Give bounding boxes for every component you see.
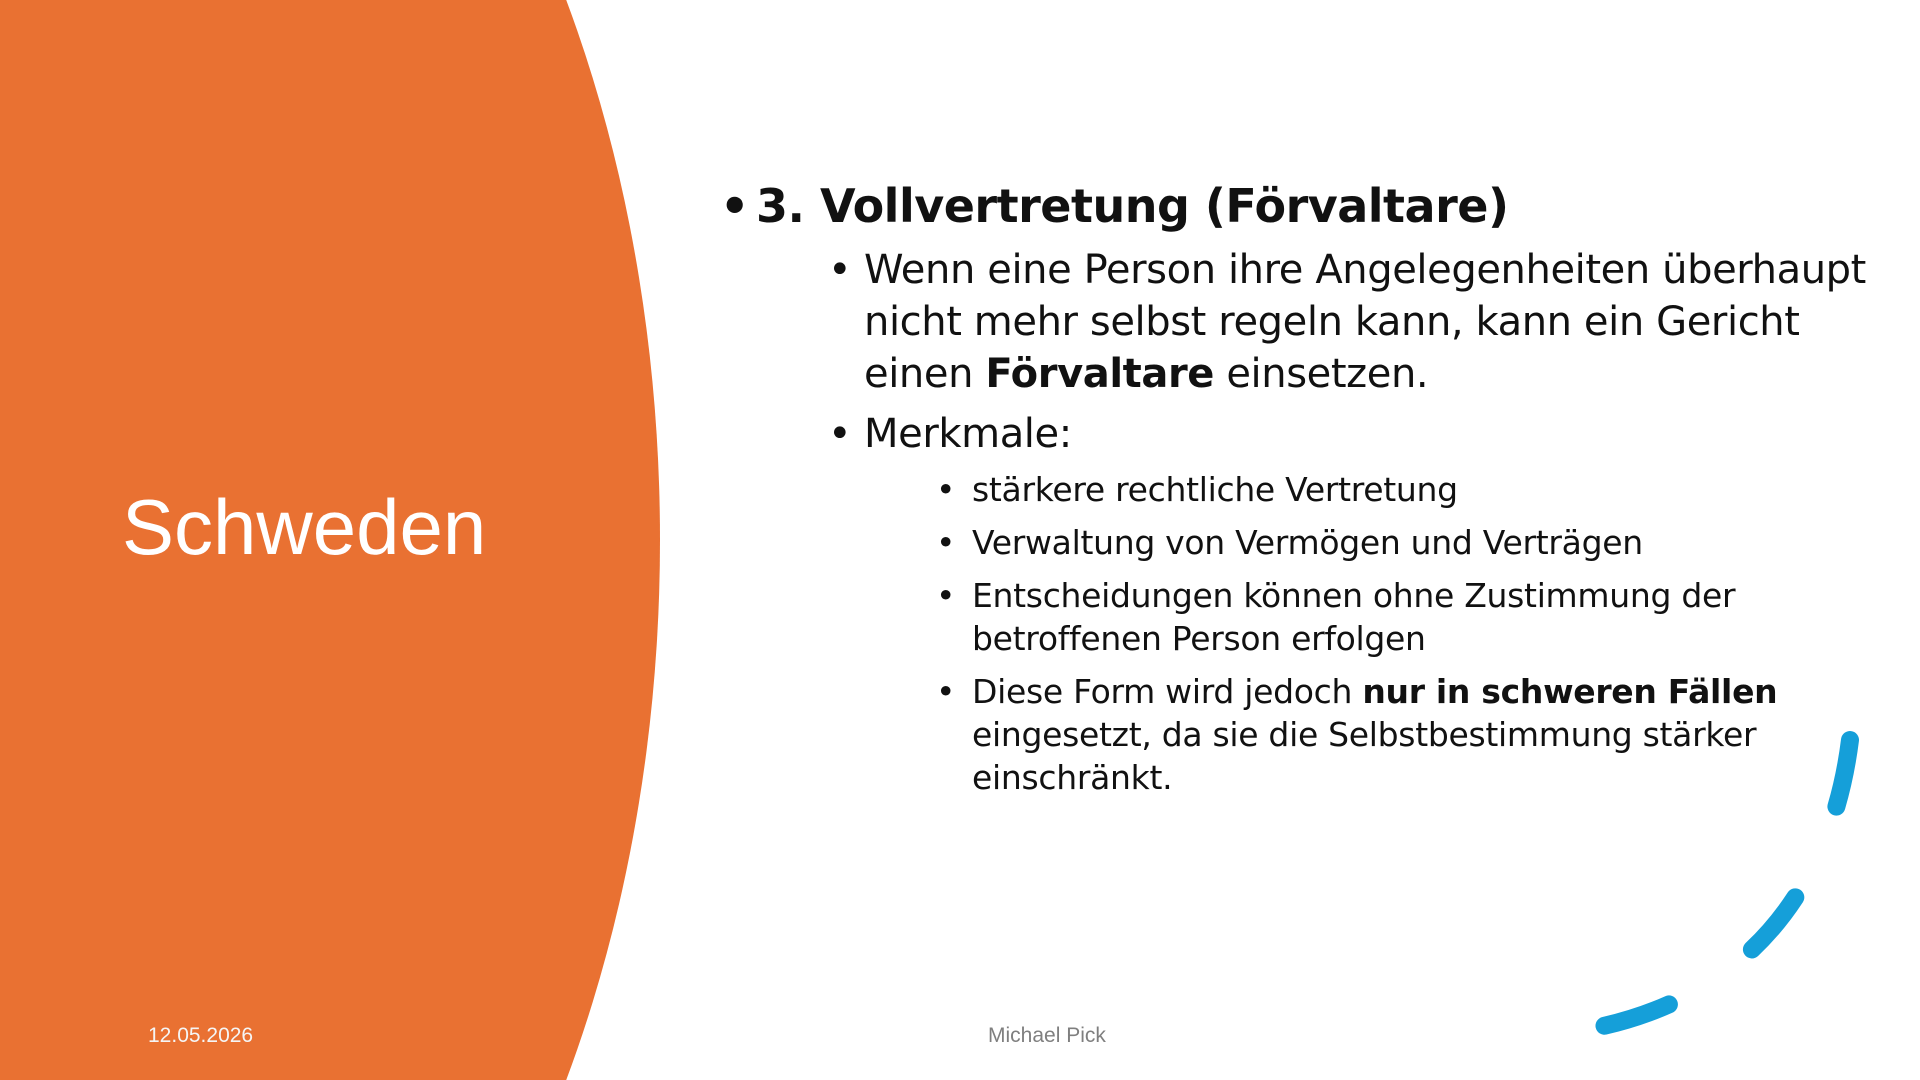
footer-author: Michael Pick [988,1024,1106,1047]
list-item-text: stärkere rechtliche Vertretung [972,470,1458,509]
bullet-icon: • [936,523,956,562]
bullet-list-level2 [756,244,1870,799]
bullet-list-level3 [864,468,1870,799]
paragraph-text: Wenn eine Person ihre Angelegenheiten überhaupt nicht mehr selbst regeln kann, kann ein Gericht einen [864,247,1866,397]
merkmale-label: Merkmale: [864,411,1072,457]
list-item-text: Verwaltung von Vermögen und Verträgen [972,523,1643,562]
paragraph-bold-term: Förvaltare [985,351,1215,397]
list-item-text: Diese Form wird jedoch [972,672,1363,711]
bullet-icon: • [828,411,852,457]
slide-title: Schweden [122,483,487,571]
content-area [720,178,1870,809]
list-item-text: Entscheidungen können ohne Zustimmung der betroffenen Person erfolgen [972,576,1736,658]
footer-date: 12.05.2026 [148,1024,254,1047]
bullet-icon: • [936,672,956,711]
list-item [936,574,1832,660]
list-item-text-end: eingesetzt, da sie die Selbstbestimmung stärker einschränkt. [972,715,1757,797]
paragraph-item [828,244,1870,400]
heading-item [720,178,1870,799]
list-item [936,670,1832,799]
bullet-icon: • [936,470,956,509]
bullet-icon: • [828,247,852,293]
bullet-icon: • [720,179,749,233]
list-item [936,468,1832,511]
section-heading: 3. Vollvertretung (Förvaltare) [756,179,1509,233]
merkmale-item [828,408,1870,799]
bullet-list-level1 [720,178,1870,799]
paragraph-text-end: einsetzen. [1214,351,1429,397]
bullet-icon: • [936,576,956,615]
list-item-bold-text: nur in schweren Fällen [1362,672,1778,711]
list-item [936,521,1832,564]
